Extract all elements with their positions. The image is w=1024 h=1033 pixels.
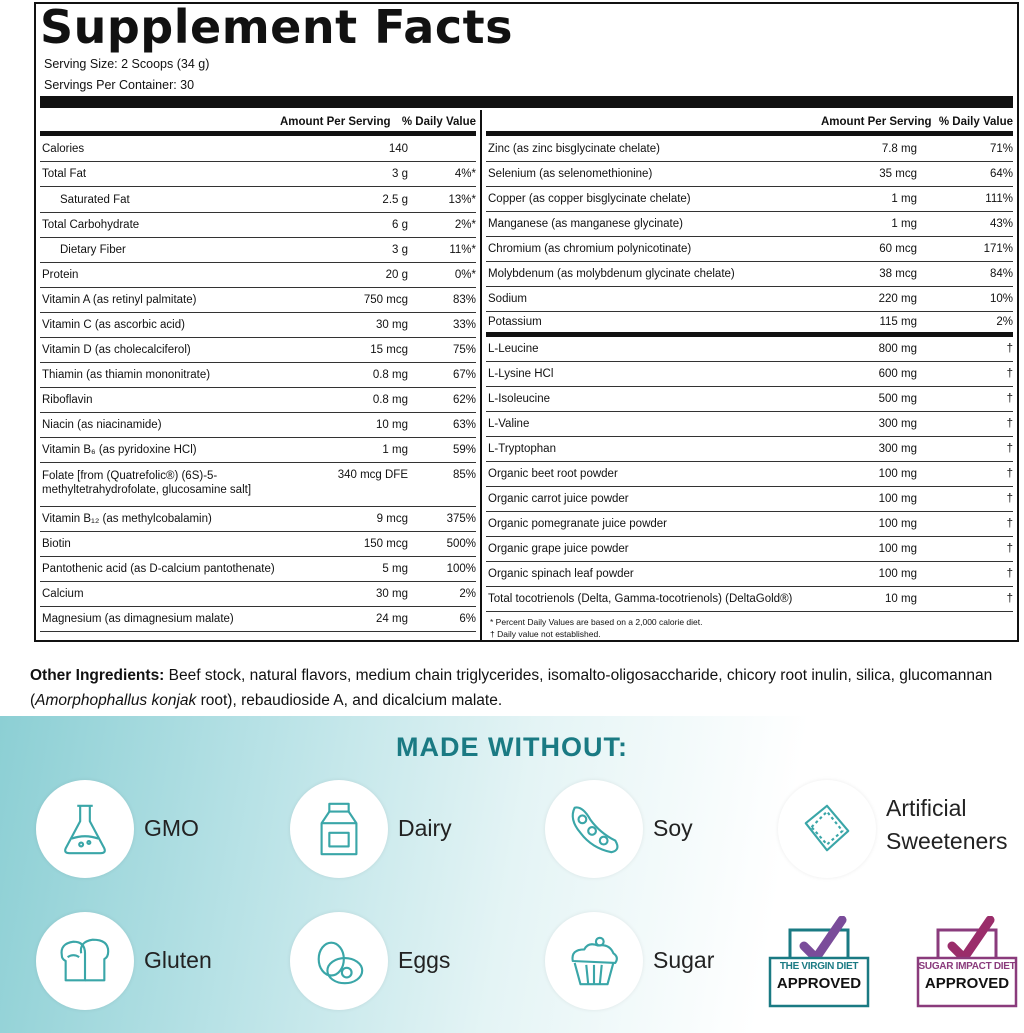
nutrient-amount: 100 mg	[878, 493, 917, 505]
nutrient-amount: 3 g	[392, 244, 408, 256]
nutrient-row	[486, 587, 1013, 612]
nutrient-row	[486, 487, 1013, 512]
badge-label: Sugar	[653, 947, 715, 973]
nutrient-amount: 0.8 mg	[372, 394, 408, 406]
nutrient-daily-value: 171%	[983, 243, 1013, 255]
column-header	[486, 110, 1013, 136]
nutrient-row	[486, 387, 1013, 412]
nutrient-row	[40, 607, 476, 632]
bread-icon	[56, 932, 114, 990]
nutrient-row	[486, 562, 1013, 587]
sugar-impact-diet-approved-stamp	[912, 916, 1022, 1008]
nutrient-daily-value: 85%	[452, 469, 476, 481]
nutrient-row	[40, 363, 476, 388]
amount-header: Amount Per Serving	[821, 116, 932, 128]
nutrient-name: Vitamin B₆ (as pyridoxine HCl)	[42, 444, 197, 456]
header-divider-bar	[40, 96, 1013, 108]
nutrient-amount: 60 mcg	[879, 243, 917, 255]
nutrient-row	[486, 512, 1013, 537]
nutrient-amount: 20 g	[385, 269, 408, 281]
nutrient-amount: 10 mg	[885, 593, 917, 605]
amount-header: Amount Per Serving	[280, 116, 391, 128]
nutrient-daily-value: †	[1006, 368, 1013, 380]
nutrient-daily-value: 64%	[989, 168, 1013, 180]
nutrient-daily-value: 11%*	[449, 244, 476, 256]
nutrient-daily-value: †	[1006, 468, 1013, 480]
badge-label: Eggs	[398, 947, 451, 973]
nutrient-row	[40, 557, 476, 582]
nutrient-name: Calcium	[42, 588, 84, 600]
nutrient-name: Organic carrot juice powder	[488, 493, 629, 505]
nutrient-daily-value: 83%	[452, 294, 476, 306]
footnote-not-established: † Daily value not established.	[490, 629, 601, 639]
nutrient-row	[40, 463, 476, 507]
nutrient-row	[486, 337, 1013, 362]
stamp-line2: APPROVED	[776, 975, 862, 992]
nutrient-name: Manganese (as manganese glycinate)	[488, 218, 683, 230]
nutrient-daily-value: †	[1006, 343, 1013, 355]
badge-label: GMO	[144, 815, 199, 841]
nutrient-row	[40, 136, 476, 162]
nutrient-daily-value: 111%	[985, 193, 1013, 205]
nutrient-amount: 140	[388, 142, 408, 155]
nutrient-amount: 3 g	[392, 168, 408, 180]
stamp-line1: THE VIRGIN DIET	[779, 961, 859, 972]
nutrient-row	[486, 237, 1013, 262]
nutrient-daily-value: 84%	[989, 268, 1013, 280]
column-divider	[480, 110, 482, 640]
nutrient-amount: 38 mcg	[879, 268, 917, 280]
flask-icon	[56, 800, 114, 858]
nutrient-name: Organic spinach leaf powder	[488, 568, 634, 580]
nutrient-daily-value: 4%*	[454, 168, 476, 180]
serving-size: Serving Size: 2 Scoops (34 g)	[44, 57, 210, 71]
nutrient-amount: 100 mg	[878, 568, 917, 580]
nutrient-name: Saturated Fat	[60, 193, 130, 206]
nutrient-name: Vitamin B₁₂ (as methylcobalamin)	[42, 513, 212, 525]
nutrient-amount: 500 mg	[878, 393, 917, 405]
nutrient-name: Molybdenum (as molybdenum glycinate chelate)	[488, 268, 735, 280]
nutrient-amount: 115 mg	[879, 316, 917, 328]
nutrient-amount: 2.5 g	[382, 193, 408, 206]
nutrient-daily-value: †	[1006, 543, 1013, 555]
cupcake-icon	[565, 932, 623, 990]
daily-value-header: % Daily Value	[938, 116, 1013, 128]
nutrient-row	[486, 362, 1013, 387]
nutrient-amount: 300 mg	[878, 443, 917, 455]
facts-title: Supplement Facts	[40, 0, 513, 54]
nutrient-daily-value: 75%	[452, 344, 476, 356]
nutrient-daily-value: 43%	[989, 218, 1013, 230]
nutrient-row	[486, 412, 1013, 437]
nutrient-row	[40, 313, 476, 338]
nutrient-name: L-Tryptophan	[488, 443, 556, 455]
nutrient-name: Dietary Fiber	[60, 244, 126, 256]
nutrient-name: Selenium (as selenomethionine)	[488, 168, 653, 180]
other-ingredients	[30, 663, 1015, 713]
nutrient-amount: 800 mg	[878, 343, 917, 355]
nutrient-row	[486, 187, 1013, 212]
nutrient-row	[486, 136, 1013, 162]
nutrient-name: Total tocotrienols (Delta, Gamma-tocotrienols) (DeltaGold®)	[488, 593, 793, 605]
nutrient-daily-value: 63%	[452, 419, 476, 431]
nutrient-name: Organic beet root powder	[488, 468, 618, 480]
nutrient-daily-value: †	[1006, 418, 1013, 430]
milk-carton-icon	[310, 800, 368, 858]
nutrient-daily-value: 67%	[452, 369, 476, 381]
nutrient-amount: 220 mg	[878, 293, 917, 305]
stamp-line1: SUGAR IMPACT DIET	[918, 961, 1016, 972]
nutrient-row	[40, 213, 476, 238]
nutrient-row	[486, 537, 1013, 562]
nutrient-row	[40, 338, 476, 363]
nutrient-name: Niacin (as niacinamide)	[42, 419, 162, 431]
badge-label: Soy	[653, 815, 693, 841]
soybean-icon	[565, 800, 623, 858]
nutrient-daily-value: 62%	[452, 394, 476, 406]
nutrient-daily-value: 33%	[452, 319, 476, 331]
nutrient-name: Sodium	[488, 293, 527, 305]
right-rows	[486, 136, 1013, 612]
stamp-line2: APPROVED	[924, 975, 1010, 992]
servings-per-container: Servings Per Container: 30	[44, 78, 195, 92]
nutrient-name: Protein	[42, 269, 79, 281]
nutrient-daily-value: †	[1006, 593, 1013, 605]
nutrient-name: Potassium	[488, 316, 542, 328]
nutrient-row	[486, 437, 1013, 462]
nutrient-row	[40, 582, 476, 607]
nutrient-row	[40, 438, 476, 463]
nutrient-name: Organic grape juice powder	[488, 543, 629, 555]
nutrient-name: Calories	[42, 142, 85, 155]
nutrient-amount: 150 mcg	[363, 538, 408, 550]
nutrient-name: Total Fat	[42, 168, 87, 180]
nutrient-name: Pantothenic acid (as D-calcium pantothenate)	[42, 563, 275, 575]
badge-label: Gluten	[144, 947, 212, 973]
nutrient-name: Copper (as copper bisglycinate chelate)	[488, 193, 691, 205]
nutrient-name: L-Isoleucine	[488, 393, 551, 405]
nutrient-name: Thiamin (as thiamin mononitrate)	[42, 369, 211, 381]
nutrient-daily-value: 13%*	[448, 193, 476, 206]
badge-label: Artificial Sweeteners	[886, 795, 1008, 854]
nutrient-amount: 1 mg	[382, 444, 408, 456]
footnote-dv: * Percent Daily Values are based on a 2,000 calorie diet.	[490, 617, 703, 627]
nutrient-amount: 5 mg	[382, 563, 408, 575]
nutrient-amount: 7.8 mg	[881, 142, 917, 155]
nutrient-row	[486, 462, 1013, 487]
nutrient-amount: 750 mcg	[363, 294, 408, 306]
nutrient-column-left	[40, 110, 476, 632]
nutrient-name: Zinc (as zinc bisglycinate chelate)	[488, 142, 660, 155]
nutrient-name: L-Lysine HCl	[488, 368, 554, 380]
nutrient-daily-value: 500%	[446, 538, 476, 550]
nutrient-daily-value: 59%	[452, 444, 476, 456]
nutrient-name: Folate [from (Quatrefolic®) (6S)-5-methyltetrahydrofolate, glucosamine salt]	[42, 470, 252, 496]
nutrient-daily-value: †	[1006, 393, 1013, 405]
nutrient-amount: 100 mg	[878, 518, 917, 530]
nutrient-row	[40, 507, 476, 532]
nutrient-row	[40, 532, 476, 557]
other-ingredients-text: Beef stock, natural flavors, medium chain triglycerides, isomalto-oligosaccharide, chicory root inulin, silica, glucomannan (	[30, 667, 993, 709]
nutrient-column-right	[486, 110, 1013, 640]
nutrient-amount: 6 g	[392, 219, 408, 231]
nutrient-daily-value: 100%	[446, 563, 476, 575]
left-rows	[40, 136, 476, 632]
nutrient-name: Vitamin A (as retinyl palmitate)	[42, 294, 197, 306]
nutrient-row	[40, 263, 476, 288]
other-ingredients-label: Other Ingredients:	[30, 667, 165, 684]
nutrient-daily-value: 375%	[446, 513, 476, 525]
nutrient-name: Total Carbohydrate	[42, 219, 140, 231]
nutrient-row	[40, 238, 476, 263]
nutrient-amount: 35 mcg	[879, 168, 917, 180]
nutrient-daily-value: 2%	[459, 588, 476, 600]
nutrient-row	[486, 287, 1013, 312]
nutrient-row	[40, 288, 476, 313]
nutrient-daily-value: 2%	[996, 316, 1013, 328]
nutrient-amount: 600 mg	[878, 368, 917, 380]
nutrient-name: Magnesium (as dimagnesium malate)	[42, 613, 234, 625]
made-without-title: MADE WITHOUT:	[396, 732, 628, 762]
supplement-facts-panel	[34, 2, 1019, 642]
daily-value-header: % Daily Value	[401, 116, 476, 128]
nutrient-amount: 100 mg	[878, 468, 917, 480]
nutrient-amount: 300 mg	[878, 418, 917, 430]
nutrient-amount: 340 mcg DFE	[337, 469, 408, 481]
nutrient-name: Riboflavin	[42, 394, 93, 406]
badge-label: Dairy	[398, 815, 452, 841]
other-ingredients-italic: Amorphophallus konjak	[35, 692, 197, 709]
nutrient-daily-value: †	[1006, 443, 1013, 455]
virgin-diet-approved-stamp	[764, 916, 874, 1008]
nutrient-amount: 10 mg	[376, 419, 408, 431]
nutrient-name: L-Leucine	[488, 343, 539, 355]
nutrient-name: Organic pomegranate juice powder	[488, 518, 667, 530]
nutrient-row	[40, 187, 476, 213]
nutrient-amount: 1 mg	[891, 218, 917, 230]
nutrient-amount: 30 mg	[376, 319, 408, 331]
nutrient-row	[486, 212, 1013, 237]
nutrient-row	[486, 312, 1013, 337]
sweetener-packet-icon	[798, 800, 856, 858]
nutrient-amount: 15 mcg	[370, 344, 408, 356]
nutrient-name: L-Valine	[488, 418, 530, 430]
nutrient-daily-value: †	[1006, 568, 1013, 580]
nutrient-daily-value: †	[1006, 493, 1013, 505]
nutrient-daily-value: 6%	[459, 613, 476, 625]
column-header	[40, 110, 476, 136]
nutrient-name: Chromium (as chromium polynicotinate)	[488, 243, 692, 255]
nutrient-amount: 0.8 mg	[372, 369, 408, 381]
nutrient-daily-value: 2%*	[454, 219, 476, 231]
nutrient-name: Biotin	[42, 538, 71, 550]
egg-icon	[310, 932, 368, 990]
nutrient-amount: 9 mcg	[376, 513, 408, 525]
nutrient-row	[40, 162, 476, 187]
nutrient-daily-value: †	[1006, 518, 1013, 530]
nutrient-daily-value: 0%*	[454, 269, 476, 281]
nutrient-amount: 100 mg	[878, 543, 917, 555]
nutrient-name: Vitamin D (as cholecalciferol)	[42, 344, 191, 356]
nutrient-row	[40, 388, 476, 413]
nutrient-amount: 30 mg	[376, 588, 408, 600]
nutrient-amount: 1 mg	[891, 193, 917, 205]
nutrient-name: Vitamin C (as ascorbic acid)	[42, 319, 185, 331]
nutrient-amount: 24 mg	[376, 613, 408, 625]
nutrient-row	[486, 262, 1013, 287]
other-ingredients-text-end: root), rebaudioside A, and dicalcium malate.	[196, 692, 503, 709]
nutrient-daily-value: 71%	[989, 142, 1013, 155]
nutrient-row	[486, 162, 1013, 187]
nutrient-row	[40, 413, 476, 438]
nutrient-daily-value: 10%	[989, 293, 1013, 305]
